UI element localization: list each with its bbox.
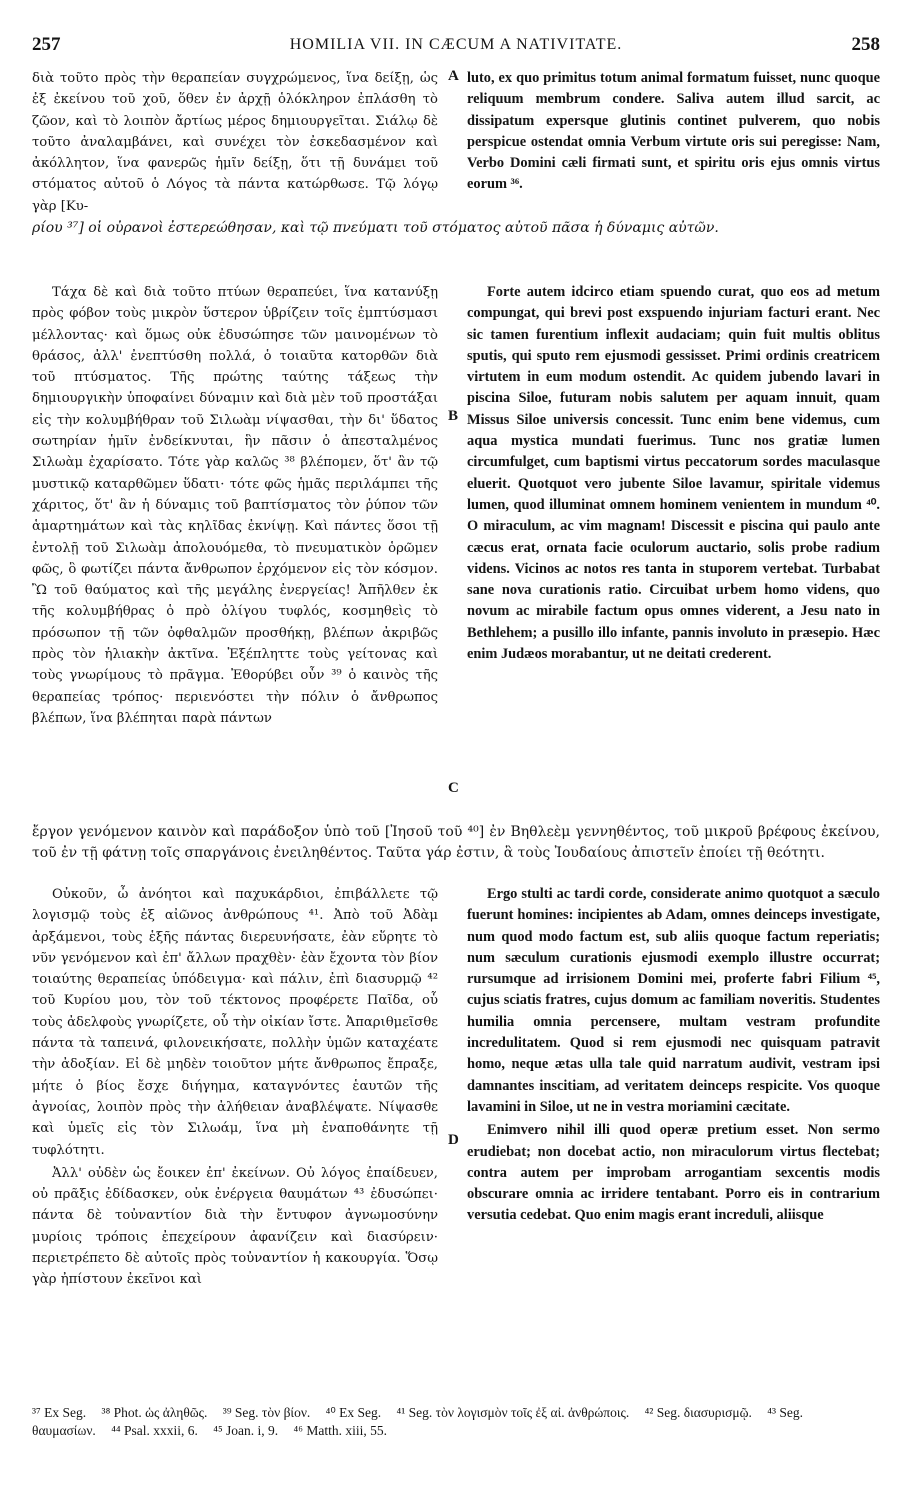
latin-paragraph: Forte autem idcirco etiam spuendo curat, quo eos ad metum compungat, qui brevi post exspuendo injuriam facturi erant. Nec sic tamen furentium inflexit audaciam; quin fuit multis oblitus sputis, qui sputo rem ejusmodi gessisset. Primi ordinis creatricem virtutem in eum modum ostendit. Ac quidem jubendo lavari in piscina Siloe, futuram nobis salutem per aquam innuit, quam Missus Siloe universis concessit. Tunc enim bene videmus, cum aqua mystica mundati fuerimus. Tunc nos gratiæ lumen circumfulget, cum baptismi virtus peccatorum sordes maculasque eluerit. Quotquot vero jubente Siloe lavamur, spiritale videmus lumen, quod illuminat omnem hominem venientem in mundum ⁴⁰. O miraculum, ac vim magnam! Discessit e piscina qui paulo ante cæcus erat, ornata facie oculorum auctario, solis probe radium videns. Vicinos ac notos res tanta in stuporem vertebat. Turbabat sane nova curationis ratio. Circuibat urbem homo videns, quo novum ac mirabile factum opus omnes viderent, a Jesu nato in Bethlehem; a pusillo illo infante, pannis involuto in præsepio. Hæc enim Judæos morabantur, ut ne deitati crederent. bbox=[467, 284, 880, 663]
greek-column-block-a bbox=[32, 68, 438, 217]
greek-column-block-b bbox=[32, 282, 438, 729]
greek-paragraph: Οὐκοῦν, ὦ ἀνόητοι καὶ παχυκάρδιοι, ἐπιβάλλετε τῷ λογισμῷ τοὺς ἐξ αἰῶνος ἀνθρώπους ⁴¹. Ἀπὸ τοῦ Ἀδὰμ ἀρξάμενοι, τοὺς ἑξῆς πάντας διερευνήσατε, ἐὰν εὕρητε τὸ νῦν γενόμενον καὶ ἐπ' ἄλλων πραχθὲν· ἐὰν ἔχοντα τὸν βίον τοιαύτης θεραπείας ὑπόδειγμα· καὶ πάλιν, ἐπὶ διασυρμῷ ⁴² τοῦ Κυρίου μου, τὸν τοῦ τέκτονος προφέρετε Παῖδα, οὗ τοὺς ἀδελφοὺς γνωρίζετε, οὗ τὴν οἰκίαν ἴστε. Ἀπαριθμεῖσθε πάντα τὰ ταπεινά, φιλονεικήσατε, πολλὴν ὑμῶν καταχέατε τὴν ἀδοξίαν. Εἰ δὲ μηδὲν τοιοῦτον μήτε ἄνθρωπος ἔπραξε, μήτε ὁ βίος ἔσχε διήγημα, καταγνόντες ἑαυτῶν τῆς ἀγνοίας, λοιπὸν πρὸς τὴν ἀλήθειαν ἀναβλέψατε. Νίψασθε καὶ ὑμεῖς εἰς τὸν Σιλωάμ, ἵνα μὴ ἐναποθάνητε τῇ τυφλότητι. bbox=[32, 887, 438, 1158]
greek-column-block-c bbox=[32, 884, 438, 1291]
latin-paragraph: Ergo stulti ac tardi corde, considerate animo quotquot a sæculo fuerunt homines: incipientes ab Adam, omnes deinceps investigate, num quod modo factum est, sub aliis quoque factum reperiatis; num sæculum curationis ejusmodi exemplo illustre occurrat; rursumque ad irrisionem Domini mei, proferte fabri Filium ⁴⁵, cujus sciatis fratres, cujus domum ac familiam noveritis. Studentes humilia omnia percensere, multam vestram profundite incredulitatem. Quod si rem ejusmodi nec quisquam patravit homo, neque ætas ulla tale quid narratum audivit, vestram ipsi damnantes inscitiam, ad veritatem deinceps respicite. Vos quoque lavamini in Siloe, ut ne in vestra moriamini cæcitate. bbox=[467, 886, 880, 1115]
footnote: ⁴¹ Seg. τὸν λογισμὸν τοῖς ἐξ αἰ. ἀνθρώποις. bbox=[396, 1405, 630, 1420]
footnote: ⁴⁶ Matth. xiii, 55. bbox=[293, 1423, 387, 1438]
footnote: ³⁸ Phot. ὡς ἀληθῶς. bbox=[101, 1405, 208, 1420]
page-number-left: 257 bbox=[32, 34, 61, 55]
margin-marker-c: C bbox=[448, 780, 459, 796]
greek-paragraph: Ἀλλ' οὐδὲν ὡς ἔοικεν ἐπ' ἐκείνων. Οὐ λόγος ἐπαίδευεν, οὐ πρᾶξις ἐδίδασκεν, οὐκ ἐνέργεια θαυμάτων ⁴³ ἐδυσώπει· πάντα δὲ τοὐναντίον διὰ τὴν ἔντυφον ἀγνωμοσύνην μυρίοις τρόποις ἐπεχείρουν ἀφανίζειν καὶ διασύρειν· περιετρέπετο δὲ αὐτοῖς πρὸς τοὐναντίον ἡ κακουργία. Ὅσῳ γὰρ ἠπίστουν ἐκεῖνοι καὶ bbox=[32, 1165, 438, 1288]
running-title: HOMILIA VII. IN CÆCUM A NATIVITATE. bbox=[289, 36, 623, 53]
footnote: ⁴⁵ Joan. i, 9. bbox=[213, 1423, 279, 1438]
footnote: ⁴⁴ Psal. xxxii, 6. bbox=[111, 1423, 198, 1438]
page-number-right: 258 bbox=[851, 34, 880, 55]
margin-marker-b: B bbox=[448, 408, 459, 424]
page-header bbox=[32, 34, 880, 60]
latin-column-block-c bbox=[467, 884, 880, 1227]
latin-paragraph: Enimvero nihil illi quod operæ pretium esset. Non sermo erudiebat; non docebat actio, non miraculorum virtus flectebat; contra autem per improbam arrogantiam sexcentis modis obscurare omnia ac irridere tentabant. Porro eis in contrarium versutia cedebat. Quo enim magis erant increduli, aliisque bbox=[467, 1122, 880, 1224]
footnote: ⁴² Seg. διασυρισμῷ. bbox=[644, 1405, 752, 1420]
footnotes bbox=[32, 1404, 880, 1440]
margin-marker-d: D bbox=[448, 1132, 459, 1148]
latin-paragraph: luto, ex quo primitus totum animal formatum fuisset, nunc quoque reliquum membrum condere. Saliva autem illud sarcit, ac dissipatum expersque glutinis continet pulverem, quo nobis perspicue ostendat omnia Verbum virtute oris sui peregisse: Nam, Verbo Domini cæli firmati sunt, et spiritu oris ejus omnis virtus eorum ³⁶. bbox=[467, 70, 880, 193]
footnote: ³⁹ Seg. τὸν βίον. bbox=[222, 1405, 311, 1420]
full-width-line-block-a: ρίου ³⁷] οἱ οὐρανοὶ ἐστερεώθησαν, καὶ τῷ πνεύματι τοῦ στόματος αὐτοῦ πᾶσα ἡ δύναμις αὐτῶν. bbox=[32, 220, 719, 236]
footnote: ⁴³ Seg. θαυμασίων. bbox=[32, 1405, 804, 1438]
greek-paragraph: Τάχα δὲ καὶ διὰ τοῦτο πτύων θεραπεύει, ἵνα κατανύξῃ πρὸς φόβον τοὺς μικρὸν ὕστερον ὑβρίζειν τοῖς ἐμπτύσμασι μέλλοντας· καὶ ὅμως οὐκ ἐδυσώπησε τῶν μαινομένων τὸ θράσος, ἀλλ' ἐνεπτύσθη πολλά, ὁ τοιαῦτα κατορθῶν διὰ τοῦ πτύσματος. Τῆς πρώτης ταύτης τάξεως τὴν δημιουργικὴν ὑποφαίνει δύναμιν καὶ διὰ μὲν τοῦ προστάξαι εἰς τὴν κολυμβήθραν τοῦ Σιλωὰμ νίψασθαι, τὴν δι' ὕδατος σωτηρίαν ἡμῖν ἐνδείκνυται, ἣν πᾶσιν ὁ ἀπεσταλμένος Σιλωὰμ ἐχαρίσατο. Τότε γὰρ καλῶς ³⁸ βλέπομεν, ὅτ' ἂν τῷ μυστικῷ καταρθῶμεν ὕδατι· τότε φῶς ἡμᾶς περιλάμπει τῆς χάριτος, ὅτ' ἂν ἡ δύναμις τοῦ βαπτίσματος τὸν ῥύπον τῶν ἁμαρτημάτων καὶ τὰς κηλῖδας ἐκνίψῃ. Καὶ πάντες ὅσοι τῇ ἐντολῇ τοῦ Σιλωὰμ ἀπολουόμεθα, τὸ πνευματικὸν ὁρῶμεν φῶς, ὃ φωτίζει πάντα ἄνθρωπον ἐρχόμενον εἰς τὸν κόσμον. Ὢ τοῦ θαύματος καὶ τῆς μεγάλης ἐνεργείας! Ἀπῆλθεν ἐκ τῆς κολυμβήθρας ὁ πρὸ ὀλίγου τυφλός, κοσμηθεὶς τὸ πρόσωπον τῇ τῶν ὀφθαλμῶν προσθήκῃ, βλέπων ἀκριβῶς πρὸς τὸν ἡλιακὴν ἀκτῖνα. Ἐξέπληττε τοὺς γείτονας καὶ τοὺς γνωρίμους τὸ πρᾶγμα. Ἐθορύβει οὖν ³⁹ ὁ καινὸς τῆς θεραπείας τρόπος· περιενόστει τὴν πόλιν ὁ ἄνθρωπος βλέπων, ἵνα βλέπηται παρὰ πάντων bbox=[32, 285, 438, 726]
footnote: ⁴⁰ Ex Seg. bbox=[325, 1405, 382, 1420]
latin-column-block-b bbox=[467, 282, 880, 665]
greek-paragraph: διὰ τοῦτο πρὸς τὴν θεραπείαν συγχρώμενος, ἵνα δείξῃ, ὡς ἐξ ἐκείνου τοῦ χοῦ, ὅθεν ἐν ἀρχῇ ὁλόκληρον ἐπλάσθη τὸ ζῶον, καὶ τὸ λοιπὸν ἄρτίως μέρος δημιουργεῖται. Σιάλῳ δὲ τοῦτο ἀναλαμβάνει, καὶ συνέχει τὸν ἐσκεδασμένον καὶ ἀκόλλητον, ἵνα φανερῶς ἡμῖν δείξῃ, ὅτι τῇ δυνάμει τοῦ στόματος αὐτοῦ ὁ Λόγος τὰ πάντα κατώρθωσε. Τῷ λόγῳ γὰρ [Κυ- bbox=[32, 71, 438, 214]
latin-column-block-a bbox=[467, 68, 880, 196]
footnote: ³⁷ Ex Seg. bbox=[32, 1405, 87, 1420]
margin-marker-a: A bbox=[448, 68, 459, 84]
full-width-line-block-b: ἔργον γενόμενον καινὸν καὶ παράδοξον ὑπὸ τοῦ [Ἰησοῦ τοῦ ⁴⁰] ἐν Βηθλεὲμ γεννηθέντος, τοῦ μικροῦ βρέφους ἐκείνου, τοῦ ἐν τῇ φάτνῃ τοῖς σπαργάνοις ἐνειληθέντος. Ταῦτα γάρ ἐστιν, ἃ τοὺς Ἰουδαίους ἀπιστεῖν ἐποίει τῇ θεότητι. bbox=[32, 824, 880, 862]
